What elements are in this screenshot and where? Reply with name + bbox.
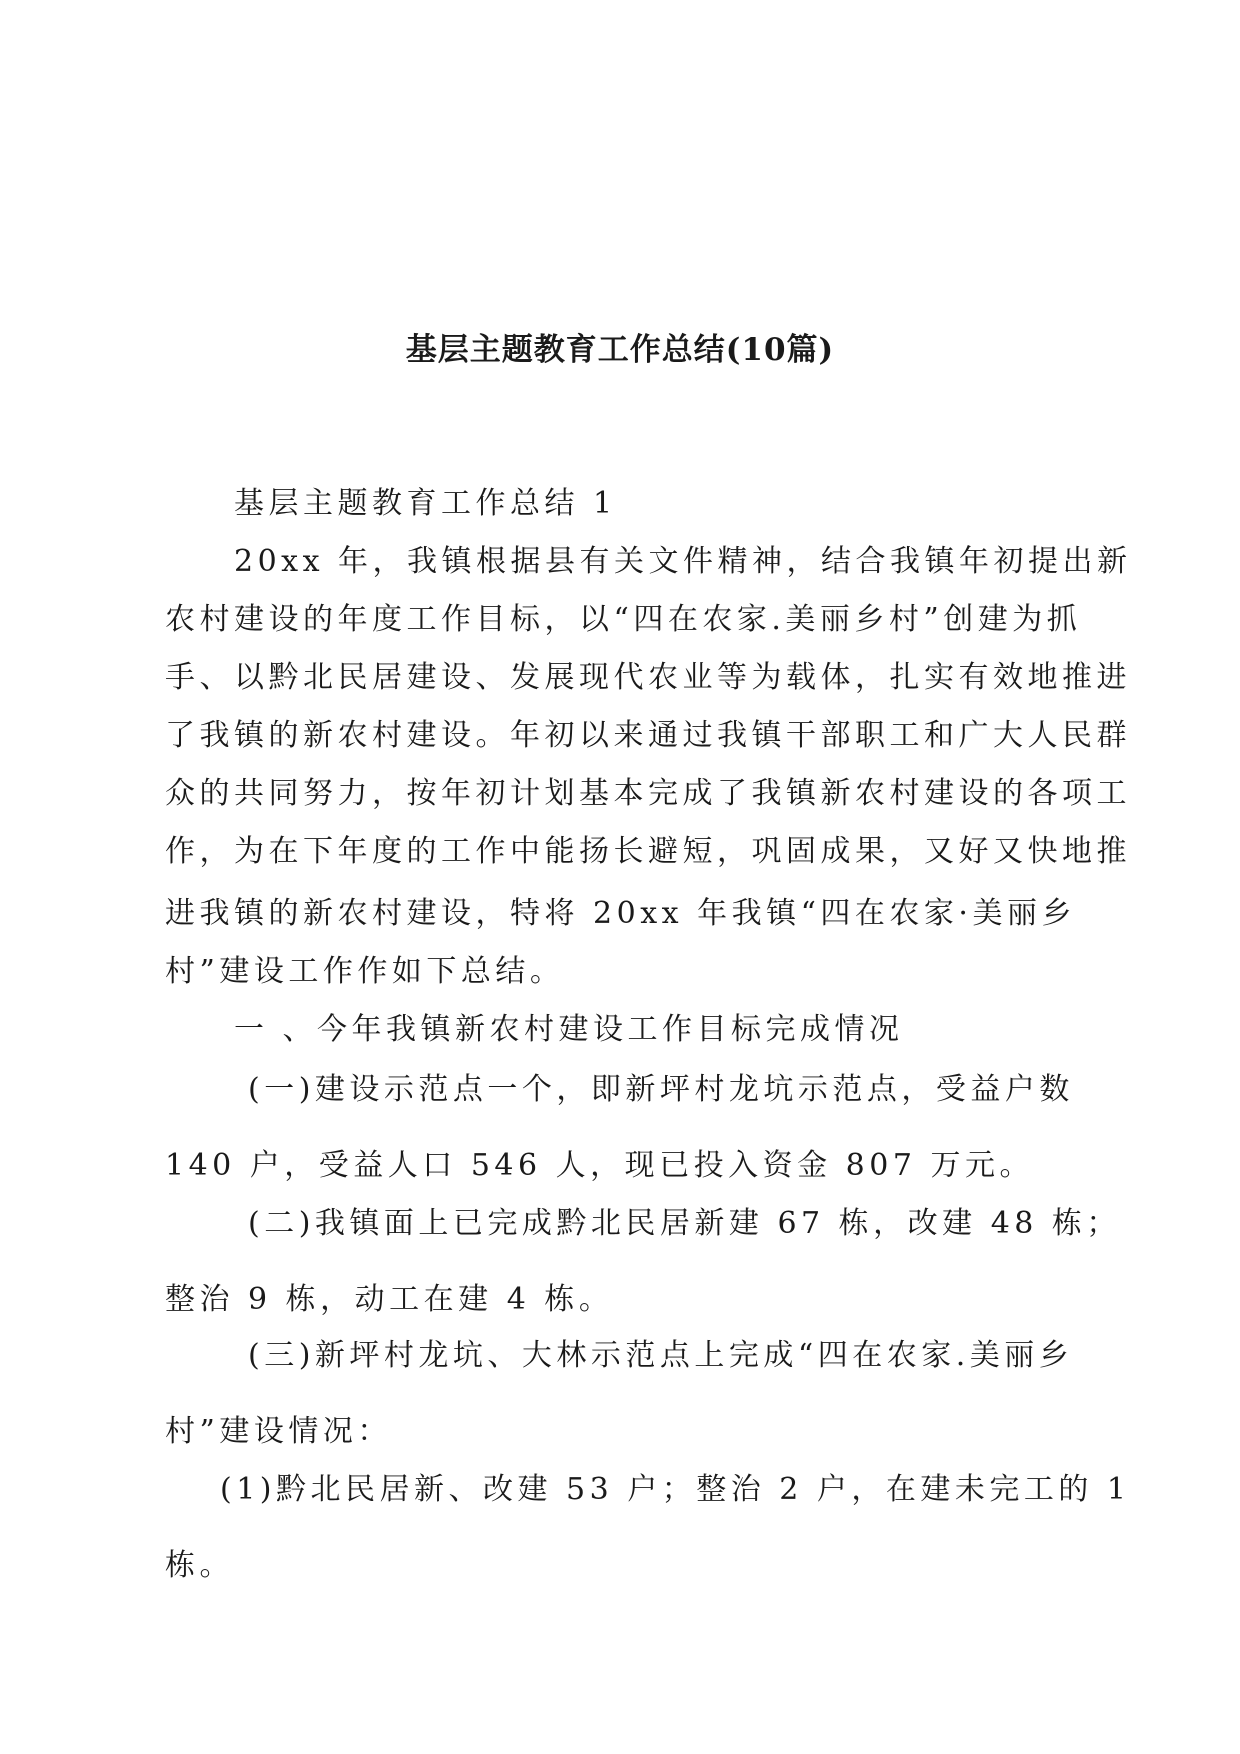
list-item-line: 栋。 bbox=[165, 1548, 234, 1583]
list-item-line: 整治 9 栋，动工在建 4 栋。 bbox=[165, 1282, 614, 1317]
paragraph-line: 20xx 年，我镇根据县有关文件精神，结合我镇年初提出新 bbox=[234, 544, 1132, 579]
paragraph-line: 进我镇的新农村建设，特将 20xx 年我镇“四在农家·美丽乡 bbox=[165, 896, 1076, 931]
list-item-line: (一)建设示范点一个，即新坪村龙坑示范点，受益户数 bbox=[248, 1072, 1074, 1107]
subsection-heading: 一 、今年我镇新农村建设工作目标完成情况 bbox=[234, 1012, 904, 1047]
paragraph-line: 众的共同努力，按年初计划基本完成了我镇新农村建设的各项工 bbox=[165, 776, 1131, 811]
list-item-line: (二)我镇面上已完成黔北民居新建 67 栋，改建 48 栋； bbox=[248, 1206, 1121, 1241]
paragraph-line: 作，为在下年度的工作中能扬长避短，巩固成果，又好又快地推 bbox=[165, 834, 1131, 869]
paragraph-line: 手、以黔北民居建设、发展现代农业等为载体，扎实有效地推进 bbox=[165, 660, 1131, 695]
section-heading: 基层主题教育工作总结 1 bbox=[234, 486, 617, 521]
document-title: 基层主题教育工作总结(10篇) bbox=[405, 332, 835, 368]
paragraph-line: 了我镇的新农村建设。年初以来通过我镇干部职工和广大人民群 bbox=[165, 718, 1131, 753]
list-item-line: 140 户，受益人口 546 人，现已投入资金 807 万元。 bbox=[165, 1148, 1034, 1183]
paragraph-line: 农村建设的年度工作目标，以“四在农家.美丽乡村”创建为抓 bbox=[165, 602, 1082, 637]
list-item-line: (三)新坪村龙坑、大林示范点上完成“四在农家.美丽乡 bbox=[248, 1338, 1074, 1373]
list-item-line: (1)黔北民居新、改建 53 户；整治 2 户，在建未完工的 1 bbox=[220, 1472, 1131, 1507]
paragraph-line: 村”建设工作作如下总结。 bbox=[165, 954, 565, 989]
list-item-line: 村”建设情况： bbox=[165, 1414, 392, 1449]
